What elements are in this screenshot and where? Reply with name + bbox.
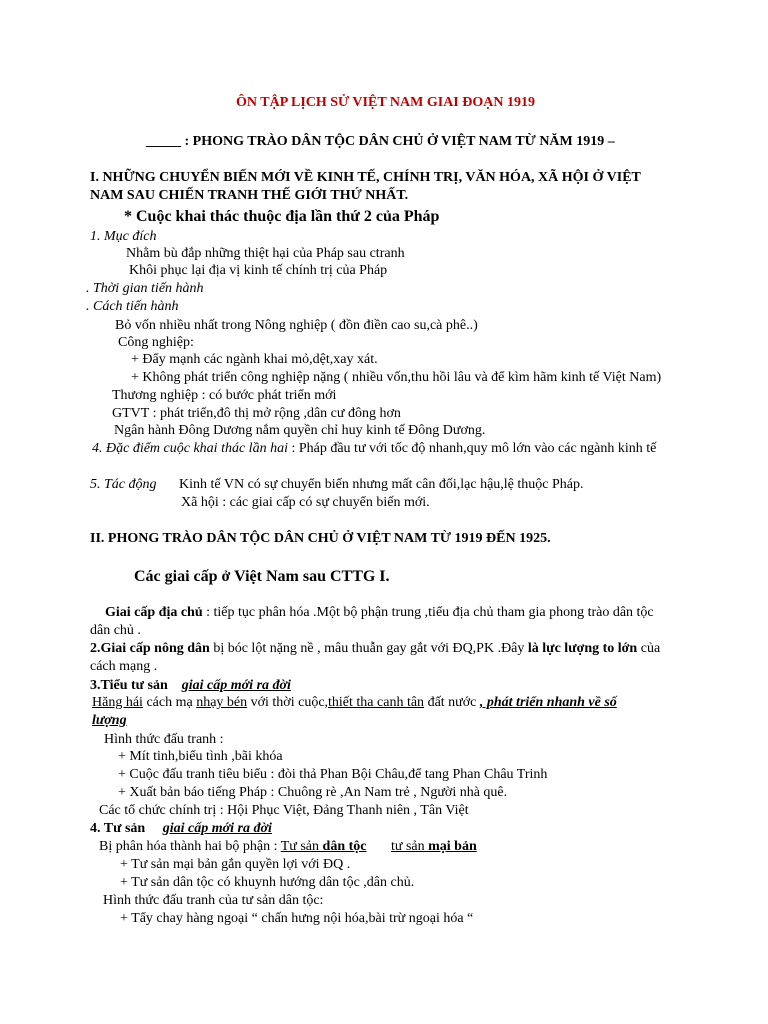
feature-line xyxy=(92,440,656,458)
document-title: ÔN TẬP LỊCH SỬ VIỆT NAM GIAI ĐOẠN 1919 xyxy=(236,95,535,110)
farmer-label: 2.Giai cấp nông dân xyxy=(90,641,210,656)
petty-trait-d: với thời cuộc, xyxy=(247,695,329,710)
petty-traits xyxy=(92,694,617,712)
bourg-label: 4. Tư sản xyxy=(90,821,146,836)
petty-form-2: + Cuộc đấu tranh tiêu biểu : đòi thả Phan Bội Châu,để tang Phan Châu Trinh xyxy=(118,767,548,782)
landlord-text: : tiếp tục phân hóa .Một bộ phận trung ,tiểu địa chủ tham gia phong trào dân tộc xyxy=(202,605,654,620)
petty-form-3: + Xuất bản báo tiếng Pháp : Chuông rè ,An Nam trẻ , Người nhà quê. xyxy=(118,785,508,800)
petty-trait-c: nhạy bén xyxy=(196,695,248,710)
bourg-item-2: + Tư sản dân tộc có khuynh hướng dân tộc ,dân chủ. xyxy=(120,875,415,890)
landlord-line-2: dân chủ . xyxy=(90,623,141,638)
bourg-item-1: + Tư sản mại bản gắn quyền lợi với ĐQ . xyxy=(120,857,351,872)
petty-new-class: giai cấp mới ra đời xyxy=(181,678,291,693)
feature-text: : Pháp đầu tư với tốc độ nhanh,quy mô lớn vào các ngành kinh tế xyxy=(287,441,657,456)
bourg-item-3: + Tẩy chay hàng ngoại “ chấn hưng nội hóa,bài trừ ngoại hóa “ xyxy=(120,911,474,926)
petty-trait-b: cách mạ xyxy=(142,695,197,710)
chapter-heading-text: : PHONG TRÀO DÂN TỘC DÂN CHỦ Ở VIỆT NAM TỪ NĂM 1919 – xyxy=(181,134,615,149)
time-label: . Thời gian tiến hành xyxy=(86,281,204,296)
farmer-line xyxy=(90,640,660,658)
bourg-split: Bị phân hóa thành hai bộ phận : xyxy=(99,839,281,854)
impact-society: Xã hội : các giai cấp có sự chuyển biến mới. xyxy=(181,495,430,510)
petty-form-1: + Mít tinh,biểu tình ,bãi khóa xyxy=(118,749,283,764)
petty-line xyxy=(90,677,291,695)
chapter-heading xyxy=(146,133,615,151)
method-label: . Cách tiến hành xyxy=(86,299,179,314)
feature-label: 4. Đặc điểm cuộc khai thác lần hai xyxy=(92,441,288,456)
landlord-line xyxy=(105,604,654,622)
petty-trait-h: lượng xyxy=(92,713,127,728)
method-item-transport: GTVT : phát triển,đô thị mở rộng ,dân cư đông hơn xyxy=(112,406,401,421)
bourg-national: Tư sản dân tộc xyxy=(280,839,367,854)
section1-heading-line1: I. NHỮNG CHUYỂN BIẾN MỚI VỀ KINH TẾ, CHÍNH TRỊ, VĂN HÓA, XÃ HỘI Ở VIỆT xyxy=(90,170,641,185)
section2-heading: II. PHONG TRÀO DÂN TỘC DÂN CHỦ Ở VIỆT NAM TỪ 1919 ĐẾN 1925. xyxy=(90,531,551,546)
bourg-split-line xyxy=(99,838,477,856)
farmer-text: bị bóc lột nặng nề , mâu thuẫn gay gắt với ĐQ,PK .Đây xyxy=(209,641,528,656)
impact-economy: Kinh tế VN có sự chuyển biến nhưng mất cân đối,lạc hậu,lệ thuộc Pháp. xyxy=(179,477,584,492)
petty-trait-a: Hăng hái xyxy=(92,695,143,710)
petty-label: 3.Tiểu tư sản xyxy=(90,678,168,693)
bourg-forms-label: Hình thức đấu tranh của tư sản dân tộc: xyxy=(103,893,324,908)
farmer-line-2: cách mạng . xyxy=(90,659,158,674)
bourg-comprador: tư sản mại bản xyxy=(390,839,477,854)
petty-forms-label: Hình thức đấu tranh : xyxy=(104,732,224,747)
blank-field: _____ xyxy=(146,134,181,149)
bourg-new-class: giai cấp mới ra đời xyxy=(162,821,272,836)
petty-trait-e: thiết tha canh tân xyxy=(328,695,425,710)
method-item-bank: Ngân hành Đông Dương nắm quyền chỉ huy kinh tế Đông Dương. xyxy=(114,423,486,438)
purpose-item-2: Khôi phục lại địa vị kinh tế chính trị của Pháp xyxy=(129,263,388,278)
petty-organizations: Các tổ chức chính trị : Hội Phục Việt, Đảng Thanh niên , Tân Việt xyxy=(99,803,469,818)
landlord-label: Giai cấp địa chủ xyxy=(105,605,203,620)
section2-subheading: Các giai cấp ở Việt Nam sau CTTG I. xyxy=(134,568,390,585)
method-item-industry: Công nghiệp: xyxy=(118,335,194,350)
method-item-agriculture: Bỏ vốn nhiều nhất trong Nông nghiệp ( đồn điền cao su,cà phê..) xyxy=(115,318,478,333)
section1-subheading: * Cuộc khai thác thuộc địa lần thứ 2 của Pháp xyxy=(124,208,440,225)
bourg-line xyxy=(90,820,272,838)
farmer-bold: là lực lượng to lớn xyxy=(527,641,638,656)
impact-label: 5. Tác động xyxy=(90,477,157,492)
method-item-industry-2: + Không phát triển công nghiệp nặng ( nhiều vốn,thu hồi lâu và để kìm hãm kinh tế Việt Nam) xyxy=(131,370,662,385)
method-item-industry-1: + Đẩy mạnh các ngành khai mỏ,dệt,xay xát. xyxy=(131,352,378,367)
petty-trait-g: , phát triển nhanh về số xyxy=(479,695,617,710)
purpose-label: 1. Mục đích xyxy=(90,229,157,244)
purpose-item-1: Nhằm bù đắp những thiệt hại của Pháp sau ctranh xyxy=(126,246,405,261)
method-item-commerce: Thương nghiệp : có bước phát triển mới xyxy=(112,388,337,403)
petty-trait-f: đất nước xyxy=(424,695,480,710)
section1-heading-line2: NAM SAU CHIẾN TRANH THẾ GIỚI THỨ NHẤT. xyxy=(90,188,409,203)
farmer-end: của xyxy=(637,641,661,656)
